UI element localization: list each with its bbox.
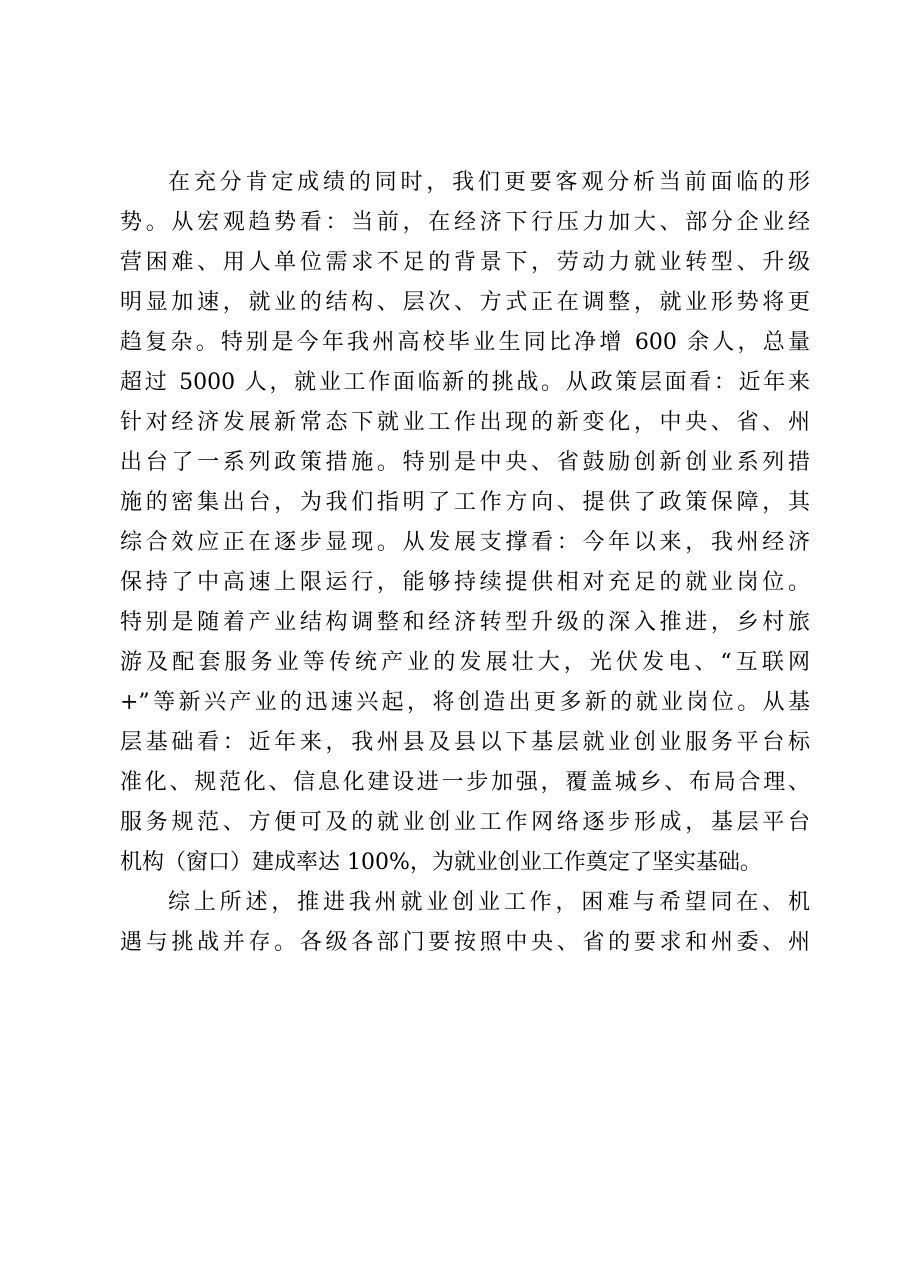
text-line: 遇与挑战并存。各级各部门要按照中央、省的要求和州委、州: [120, 930, 810, 955]
text-line: 针对经济发展新常态下就业工作出现的新变化，中央、省、州: [120, 410, 810, 435]
text-line: +”等新兴产业的迅速兴起，将创造出更多新的就业岗位。从基: [120, 690, 810, 715]
text-line: 趋复杂。特别是今年我州高校毕业生同比净增 600 余人，总量: [120, 330, 810, 355]
text-line: 明显加速，就业的结构、层次、方式正在调整，就业形势将更: [120, 290, 810, 315]
text-line: 层基础看：近年来，我州县及县以下基层就业创业服务平台标: [120, 730, 810, 755]
text-line: 施的密集出台，为我们指明了工作方向、提供了政策保障，其: [120, 490, 810, 515]
document-body: [120, 163, 810, 963]
paragraph-summary: [120, 883, 810, 963]
text-line: 服务规范、方便可及的就业创业工作网络逐步形成，基层平台: [120, 810, 810, 835]
text-line: 综合效应正在逐步显现。从发展支撑看：今年以来，我州经济: [120, 530, 810, 555]
text-line: 保持了中高速上限运行，能够持续提供相对充足的就业岗位。: [120, 570, 810, 595]
text-line: 势。从宏观趋势看：当前，在经济下行压力加大、部分企业经: [120, 210, 810, 235]
text-line: 在充分肯定成绩的同时，我们更要客观分析当前面临的形: [168, 170, 810, 195]
paragraph-situation-analysis: [120, 163, 810, 883]
text-line: 超过 5000 人，就业工作面临新的挑战。从政策层面看：近年来: [120, 370, 810, 395]
text-line: 出台了一系列政策措施。特别是中央、省鼓励创新创业系列措: [120, 450, 810, 475]
text-line: 综上所述，推进我州就业创业工作，困难与希望同在、机: [168, 890, 810, 915]
text-line: 机构（窗口）建成率达 100%，为就业创业工作奠定了坚实基础。: [120, 850, 762, 875]
text-line: 营困难、用人单位需求不足的背景下，劳动力就业转型、升级: [120, 250, 810, 275]
text-line: 特别是随着产业结构调整和经济转型升级的深入推进，乡村旅: [120, 610, 810, 635]
text-line: 游及配套服务业等传统产业的发展壮大，光伏发电、“互联网: [120, 650, 810, 675]
text-line: 准化、规范化、信息化建设进一步加强，覆盖城乡、布局合理、: [120, 770, 810, 795]
